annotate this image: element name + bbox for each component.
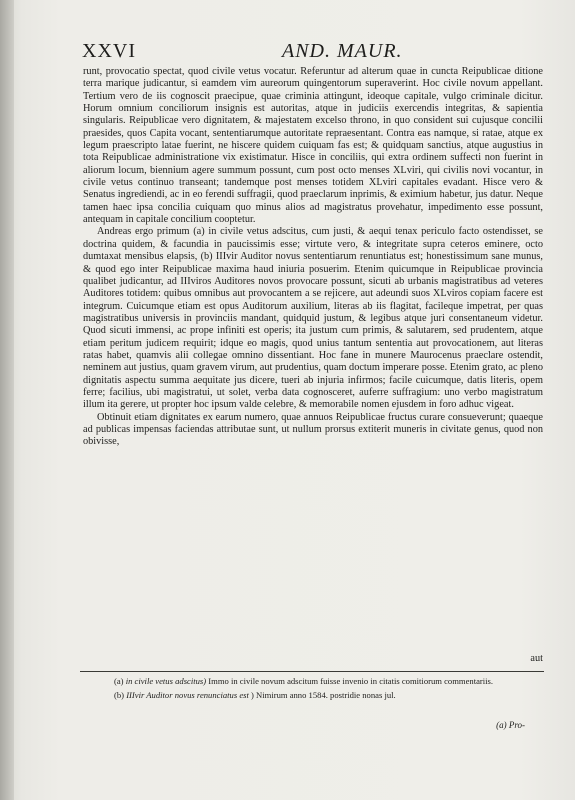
- page-number: XXVI: [82, 40, 136, 62]
- footnote-ref: IIIvir Auditor novus renunciatus est: [126, 690, 249, 700]
- paragraph-1: runt, provocatio spectat, quod civile vetus vocatur. Referuntur ad alterum quae in cuncta Reipublicae ditione terra marique judicantur, si eamdem vim aureorum quingentorum superaverint. Hoc civile novum appellant. Tertium vero de iis cognoscit praecipue, quae criminia attingunt, ideoque capitale, vulgo criminale dicitur. Horum omnium conciliorum insignis est autoritas, atque in judiciis exercendis integritas, & sapientia singularis. Reipublicae vero dignitatem, & majestatem excelso throno, in quo consident sui cujusque concilii praesides, quos Capita vocant, sententiarumque autoritate repraesentant. Contra eas namque, si ratae, atque ex legum praescripto latae fuerint, ne hiscere quidem cuiquam fas est; & quidquam sanctius, atque augustius in tota Reipublicae administratione vix existimatur. Hisce in conciliis, qui extra ordinem suffecti non fuerint in aliorum locum, biennium agere summum possunt, cum post octo menses XLviri, qui civilis novi vocantur, in civile vetus continuo transeant; tandemque post menses totidem XLviri capitales evadant. Hisce vero & Senatus ingrediendi, ac in eo ferendi suffragii, quod praeclarum inprimis, & eximium habetur, jus datur. Neque tamen haec ipsa concilia cuiquam quo minus alios ad magistratus provehatur, impedimento esse possunt, antequam in capitale concilium cooptetur.: [83, 66, 543, 226]
- footnote-divider: [80, 671, 544, 672]
- footnote-a: [114, 676, 538, 687]
- page-gutter-shadow: [0, 0, 14, 800]
- catchword-line: [83, 653, 543, 667]
- page-catchword: (a) Pro-: [496, 720, 525, 730]
- footnote-text: ) Nimirum anno 1584. postridie nonas jul.: [251, 690, 396, 700]
- footnote-marker: (b): [114, 690, 125, 700]
- running-title: AND. MAUR.: [282, 40, 403, 62]
- main-text: [83, 66, 543, 449]
- paragraph-2: Andreas ergo primum (a) in civile vetus adscitus, cum justi, & aequi tenax periculo facto ostendisset, se doctrina quidem, & facundia in paucissimis esse; virtute vero, & integritate supra ceteros eminere, octo dumtaxat mensibus elapsis, (b) IIIvir Auditor novus sententiarum renuntiatus est; honestissimum sane munus, & quod ego inter Reipublicae maxima haud iniuria posuerim. Etenim quicumque in Reipublicae provincia qualibet judicantur, ad IIIviros Auditores novos provocare possunt, sicuti ab urbanis magistratibus ad veteres Auditores totidem: quibus omnibus aut provocantem a se rejicere, aut adeundi suos XLviros copiam facere est integrum. Cuicumque etiam est opus Auditorum auxilium, literas ab iis flagitat, facileque impetrat, per quas magistratibus universis in provinciis mandant, quidquid justum, & legibus atque juri consentaneum videtur. Quod sicuti immensi, ac prope infiniti est operis; ita justum cum primis, & salutarem, sed prudentem, atque etiam peritum judicem requirit; idque eo magis, quod unius tantum sententia aut provocationem, aut literas ratas habet, quamvis alii collegae omnino dissentiant. Hoc fane in munere Maurocenus praeclare ostendit, neminem aut justius, quam gravem virum, aut prudentius, quam doctum imperare posse. Etenim grato, ac pleno dignitatis aspectu summa aequitate jus dicere, tueri ab injuria infirmos; facile cuicumque, datis literis, opem ferre; facilius, ubi magistratui, ut solet, verba data cognosceret, auferre suffragium: uno verbo magistratum illum ita gerere, ut propter hoc ipsum valde celebre, & memorabile nomen ejusdem in foro adhuc vigeat.: [83, 226, 543, 411]
- footnote-text: Immo in civile novum adscitum fuisse invenio in citatis comitiorum commentariis.: [208, 676, 494, 686]
- footnote-marker: (a): [114, 676, 124, 686]
- footnotes: [114, 676, 538, 704]
- page-header: [82, 40, 482, 66]
- footnote-b: [114, 690, 538, 701]
- paragraph-3: Obtinuit etiam dignitates ex earum numero, quae annuos Reipublicae fructus curare consueverunt; quaeque ad publicas impensas faciendas attributae sunt, ut nullum prorsus extiterit muneris in civitate genus, quod non obivisse,: [83, 411, 543, 448]
- catchword: aut: [530, 653, 543, 664]
- footnote-ref: in civile vetus adscitus): [125, 676, 207, 686]
